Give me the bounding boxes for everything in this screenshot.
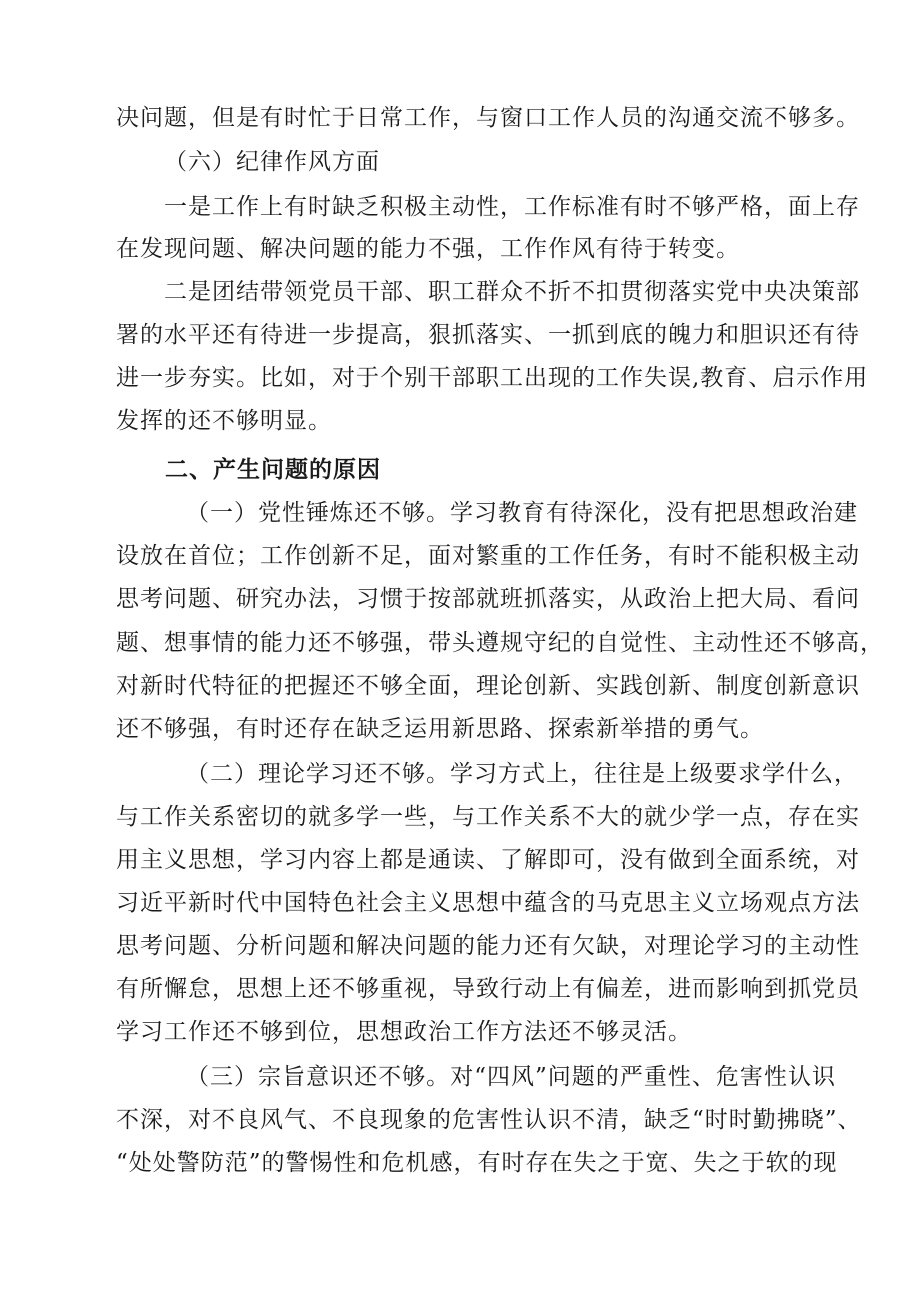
paragraph-line: 决问题，但是有时忙于日常工作，与窗口工作人员的沟通交流不够多。 <box>116 105 860 131</box>
paragraph-line: 署的水平还有待进一步提高，狠抓落实、一抓到底的魄力和胆识还有待 <box>116 322 860 348</box>
paragraph-line: 设放在首位；工作创新不足，面对繁重的工作任务，有时不能积极主动 <box>116 543 860 569</box>
paragraph-line: 还不够强，有时还存在缺乏运用新思路、探索新举措的勇气。 <box>116 716 764 742</box>
paragraph-line: 题、想事情的能力还不够强，带头遵规守纪的自觉性、主动性还不够高， <box>116 630 884 656</box>
paragraph-line: （六）纪律作风方面 <box>164 149 380 175</box>
paragraph-line: “处处警防范”的警惕性和危机感，有时存在失之于宽、失之于软的现 <box>116 1150 838 1176</box>
paragraph-line: 习近平新时代中国特色社会主义思想中蕴含的马克思主义立场观点方法 <box>116 890 860 916</box>
paragraph-line: 对新时代特征的把握还不够全面，理论创新、实践创新、制度创新意识 <box>116 673 860 699</box>
paragraph-line: 发挥的还不够明显。 <box>116 408 332 434</box>
paragraph-line: （二）理论学习还不够。学习方式上，往往是上级要求学什么， <box>186 761 858 787</box>
paragraph-line: （三）宗旨意识还不够。对“四风”问题的严重性、危害性认识 <box>186 1064 836 1090</box>
paragraph-line: 在发现问题、解决问题的能力不强，工作作风有待于转变。 <box>116 236 740 262</box>
section-heading: 二、产生问题的原因 <box>165 457 381 483</box>
paragraph-line: （一）党性锤炼还不够。学习教育有待深化，没有把思想政治建 <box>186 500 858 526</box>
paragraph-line: 学习工作还不够到位，思想政治工作方法还不够灵活。 <box>116 1019 692 1045</box>
paragraph-line: 用主义思想，学习内容上都是通读、了解即可，没有做到全面系统，对 <box>116 847 860 873</box>
paragraph-line: 一是工作上有时缺乏积极主动性，工作标准有时不够严格，面上存 <box>164 194 860 220</box>
paragraph-line: 不深，对不良风气、不良现象的危害性认识不清，缺乏“时时勤拂晓”、 <box>116 1107 862 1133</box>
paragraph-line: 进一步夯实。比如，对于个别干部职工出现的工作失误,教育、启示作用 <box>116 365 869 391</box>
paragraph-line: 思考问题、分析问题和解决问题的能力还有欠缺，对理论学习的主动性 <box>116 933 860 959</box>
paragraph-line: 思考问题、研究办法，习惯于按部就班抓落实，从政治上把大局、看问 <box>116 586 860 612</box>
paragraph-line: 二是团结带领党员干部、职工群众不折不扣贯彻落实党中央决策部 <box>164 279 860 305</box>
paragraph-line: 有所懈怠，思想上还不够重视，导致行动上有偏差，进而影响到抓党员 <box>116 976 860 1002</box>
paragraph-line: 与工作关系密切的就多学一些，与工作关系不大的就少学一点，存在实 <box>116 804 860 830</box>
